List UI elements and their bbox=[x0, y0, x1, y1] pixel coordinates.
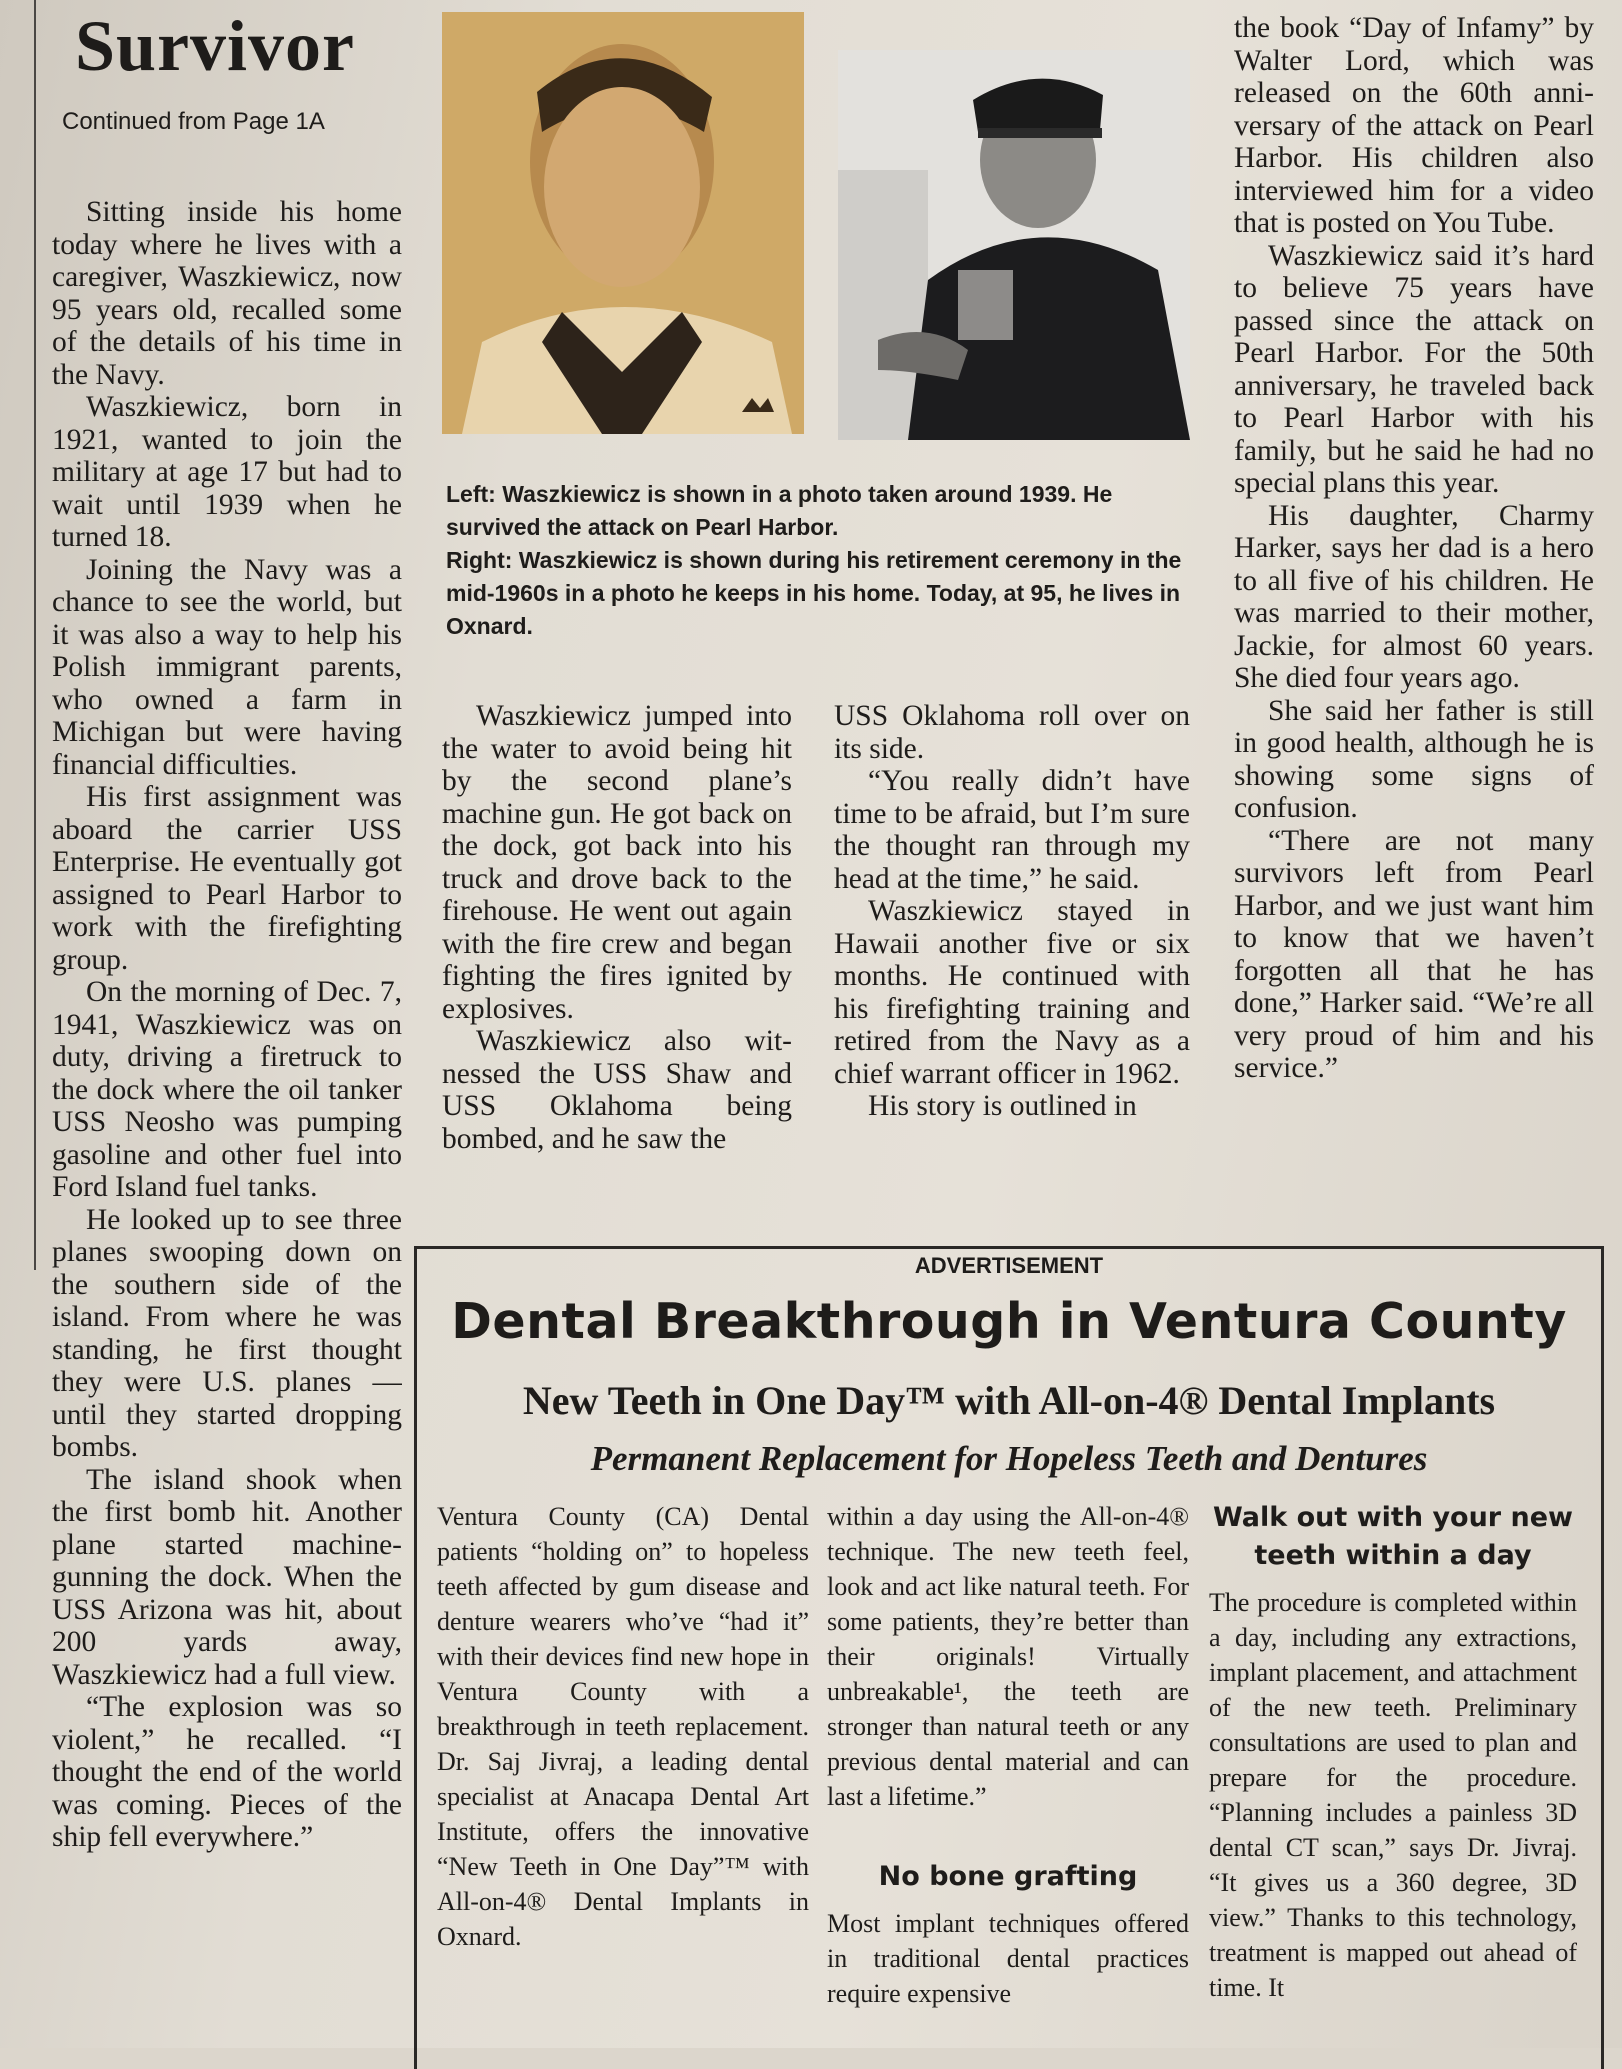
article-paragraph: “You really didn’t have time to be afraid, but I’m sure the thought ran through my head at the time,” he said. bbox=[834, 765, 1190, 895]
ad-paragraph: within a day using the All-on-4® technique. The new teeth feel, look and act like natural teeth. For some patients, they’re better than their originals! Virtually unbreakable¹, the teeth are stronger than natural teeth or any previous dental material and can last a lifetime.” bbox=[827, 1502, 1189, 1811]
jump-line: Continued from Page 1A bbox=[62, 108, 325, 135]
article-column-3 bbox=[834, 700, 1190, 1200]
article-paragraph: USS Oklahoma roll over on its side. bbox=[834, 700, 1190, 765]
article-paragraph: “There are not many survivors left from Pearl Harbor, and we just want him to know that we haven’t forgotten all that he has done,” Harker said. “We’re all very proud of him and his service.” bbox=[1234, 824, 1594, 1084]
article-paragraph: He looked up to see three planes swooping down on the southern side of the island. From where he was standing, he first thought they were U.S. planes — until they started dropping bombs. bbox=[52, 1203, 402, 1463]
photo-sailor-1939 bbox=[442, 12, 804, 434]
article-paragraph: Waszkiewicz also witnessed the USS Shaw and USS Oklahoma being bombed, and he saw the bbox=[442, 1025, 792, 1155]
article-paragraph: Sitting inside his home today where he lives with a caregiver, Waszkiewicz, now 95 years old, recalled some of the details of his time in the Navy. bbox=[52, 196, 402, 391]
article-column-4 bbox=[1234, 12, 1594, 1212]
article-paragraph: the book “Day of Infamy” by Walter Lord, which was released on the 60th anniversary of the attack on Pearl Harbor. His children also interviewed him for a video that is posted on You Tube. bbox=[1234, 12, 1594, 239]
article-paragraph: Joining the Navy was a chance to see the world, but it was also a way to help his Polish immigrant parents, who owned a farm in Michigan but were having financial difficulties. bbox=[52, 553, 402, 781]
photo-caption bbox=[446, 478, 1198, 643]
ad-paragraph: Most implant techniques offered in traditional dental practices require expensive bbox=[827, 1909, 1189, 2008]
ad-column-1 bbox=[437, 1499, 809, 2059]
article-paragraph: The island shook when the first bomb hit. Another plane started machine-gunning the dock. When the USS Arizona was hit, about 200 yards away, Waszkiewicz had a full view. bbox=[52, 1463, 402, 1691]
article-paragraph: On the morning of Dec. 7, 1941, Waszkiewicz was on duty, driving a firetruck to the dock where the oil tanker USS Neosho was pumping gasoline and other fuel into Ford Island fuel tanks. bbox=[52, 976, 402, 1203]
column-rule bbox=[34, 0, 36, 1270]
officer-portrait-image bbox=[838, 50, 1190, 440]
article-paragraph: Waszkiewicz jumped into the water to avoid being hit by the second plane’s machine gun. He got back on the dock, got back into his truck and drove back to the firehouse. He went out again with the fire crew and began fighting the fires ignited by explosives. bbox=[442, 700, 792, 1025]
ad-column-2 bbox=[827, 1499, 1189, 2069]
sailor-portrait-image bbox=[442, 12, 804, 434]
ad-subheading-bone-grafting: No bone grafting bbox=[878, 1861, 1138, 1892]
article-paragraph: Waszkiewicz, born in 1921, wanted to join the military at age 17 but had to wait until 1939 when he turned 18. bbox=[52, 391, 402, 553]
ad-paragraph: The procedure is completed within a day, including any extractions, implant placement, and attachment of the new teeth. Preliminary consultations are used to plan and prepare for the procedure. “Planning includes a painless 3D dental CT scan,” says Dr. Jivraj. “It gives us a 360 degree, 3D view.” Thanks to this technology, treatment is mapped out ahead of time. It bbox=[1209, 1588, 1577, 2002]
article-column-1 bbox=[52, 196, 402, 2046]
article-paragraph: His story is outlined in bbox=[868, 1090, 1137, 1122]
headline: Survivor bbox=[75, 6, 356, 86]
article-column-2 bbox=[442, 700, 792, 1200]
photo-retirement-ceremony bbox=[838, 50, 1190, 440]
ad-tagline: Permanent Replacement for Hopeless Teeth and Dentures bbox=[590, 1439, 1428, 1478]
ad-column-3 bbox=[1209, 1499, 1577, 2069]
ad-subhead: New Teeth in One Day™ with All-on-4® Dental Implants bbox=[522, 1378, 1496, 1423]
ad-label: ADVERTISEMENT bbox=[914, 1253, 1104, 1278]
article-paragraph: His daughter, Charmy Harker, says her dad is a hero to all five of his children. He was married to their mother, Jackie, for almost 60 years. She died four years ago. bbox=[1234, 499, 1594, 694]
article-paragraph: She said her father is still in good health, although he is showing some signs of confusion. bbox=[1234, 694, 1594, 824]
caption-right: Right: Waszkiewicz is shown during his retirement ceremony in the mid-1960s in a photo he keeps in his home. Today, at 95, he lives in Oxnard. bbox=[446, 547, 1182, 639]
article-paragraph: Waszkiewicz stayed in Hawaii another five or six months. He continued with his firefighting training and retired from the Navy as a chief warrant officer in 1962. bbox=[834, 895, 1190, 1090]
article-paragraph: “The explosion was so violent,” he recalled. “I thought the end of the world was coming. Pieces of the ship fell everywhere.” bbox=[52, 1691, 402, 1853]
article-paragraph: His first assignment was aboard the carrier USS Enterprise. He eventually got assigned to Pearl Harbor to work with the firefighting group. bbox=[52, 781, 402, 976]
ad-headline: Dental Breakthrough in Ventura County bbox=[451, 1293, 1567, 1350]
advertisement-box bbox=[414, 1246, 1604, 2069]
article-paragraph: Waszkiewicz said it’s hard to believe 75 years have passed since the attack on Pearl Harbor. For the 50th anniversary, he traveled back to Pearl Harbor with his family, but he said he had no special plans this year. bbox=[1234, 239, 1594, 499]
ad-subheading-walk-out: Walk out with your new teeth within a day bbox=[1212, 1502, 1574, 1571]
ad-paragraph: Ventura County (CA) Dental patients “holding on” to hopeless teeth affected by gum disease and denture wearers who’ve “had it” with their devices find new hope in Ventura County with a breakthrough in teeth replacement. Dr. Saj Jivraj, a leading dental specialist at Anacapa Dental Art Institute, offers the innovative “New Teeth in One Day”™ with All-on-4® Dental Implants in Oxnard. bbox=[437, 1502, 809, 1951]
caption-left: Left: Waszkiewicz is shown in a photo taken around 1939. He survived the attack on Pearl Harbor. bbox=[446, 481, 1113, 540]
